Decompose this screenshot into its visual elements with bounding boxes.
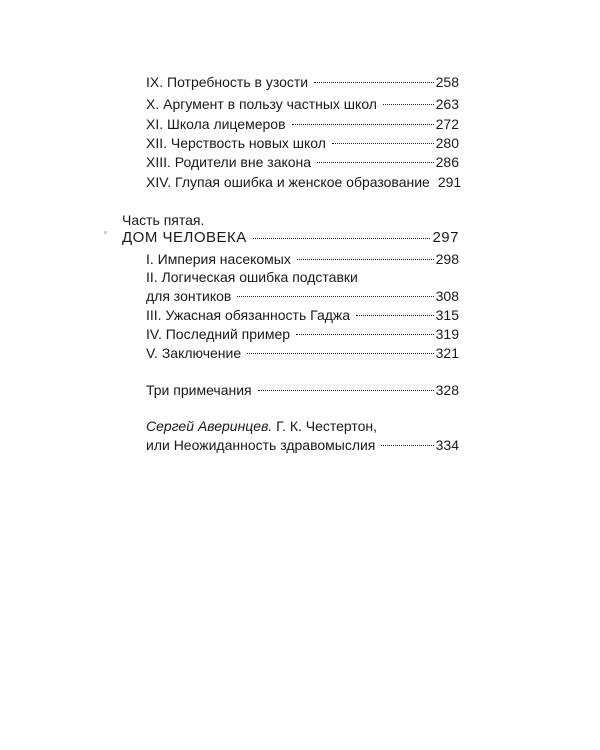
dot-leader [247,352,434,354]
toc-entry-page: 286 [435,154,459,170]
toc-entry-notes[interactable] [146,381,459,399]
toc-entry[interactable] [146,95,459,113]
dot-leader [237,295,433,297]
part-title-entry[interactable] [122,229,459,247]
dot-leader [356,314,434,316]
toc-entry-afterword[interactable] [146,436,459,454]
toc-entry[interactable] [146,73,459,91]
part-title: ДОМ ЧЕЛОВЕКА [122,229,247,246]
toc-entry[interactable] [146,325,459,343]
toc-entry-page: 308 [435,288,459,304]
toc-entry-page: 334 [435,437,459,453]
dot-leader [317,161,434,163]
toc-entry-page: 321 [435,345,459,361]
dot-leader [292,123,434,125]
toc-entry-page: 298 [435,251,459,267]
toc-entry-page: 315 [435,307,459,323]
dot-leader [314,81,434,83]
afterword-title-part1: Г. К. Честертон, [272,418,378,434]
toc-entry-page: 280 [435,135,459,151]
toc-entry-title: III. Ужасная обязанность Гаджа [146,307,351,323]
toc-entry[interactable] [146,306,459,324]
toc-entry-title: X. Аргумент в пользу частных школ [146,96,377,112]
toc-entry-page: 272 [435,116,459,132]
toc-entry[interactable] [146,250,459,268]
toc-entry[interactable] [146,344,459,362]
toc-entry-page: 258 [435,74,459,90]
afterword-line1[interactable] [146,417,377,435]
dot-leader [332,142,434,144]
toc-entry-title: IV. Последний пример [146,326,291,342]
toc-entry-title: XIV. Глупая ошибка и женское образование [146,174,430,190]
dot-leader [253,237,431,239]
toc-entry-title: XIII. Родители вне закона [146,154,312,170]
toc-entry-title: V. Заключение [146,345,242,361]
toc-entry-title: XII. Черствость новых школ [146,135,326,151]
dot-leader [258,389,434,391]
toc-entry-title-line1[interactable]: II. Логическая ошибка подставки [146,269,358,285]
dot-leader [297,258,434,260]
toc-entry[interactable] [146,287,459,305]
toc-entry-page: 328 [435,382,459,398]
toc-entry[interactable] [146,134,459,152]
toc-entry-page: 319 [435,326,459,342]
dot-leader [381,444,433,446]
toc-entry[interactable] [146,153,459,171]
toc-entry-page: 291 [437,174,462,190]
toc-entry-title: IX. Потребность в узости [146,74,309,90]
afterword-author: Сергей Аверинцев. [146,418,273,434]
toc-entry[interactable] [146,173,462,191]
part-label: Часть пятая. [122,212,205,228]
toc-entry-title: или Неожиданность здравомыслия [146,437,376,453]
toc-entry-title: XI. Школа лицемеров [146,116,286,132]
print-mark [104,231,107,234]
toc-entry-title: I. Империя насекомых [146,251,291,267]
toc-entry-page: 263 [435,96,459,112]
toc-entry-title: Три примечания [146,382,252,398]
toc-entry[interactable] [146,115,459,133]
toc-entry-title: для зонтиков [146,288,232,304]
dot-leader [296,333,434,335]
part-title-page: 297 [432,229,459,246]
dot-leader [383,103,434,105]
